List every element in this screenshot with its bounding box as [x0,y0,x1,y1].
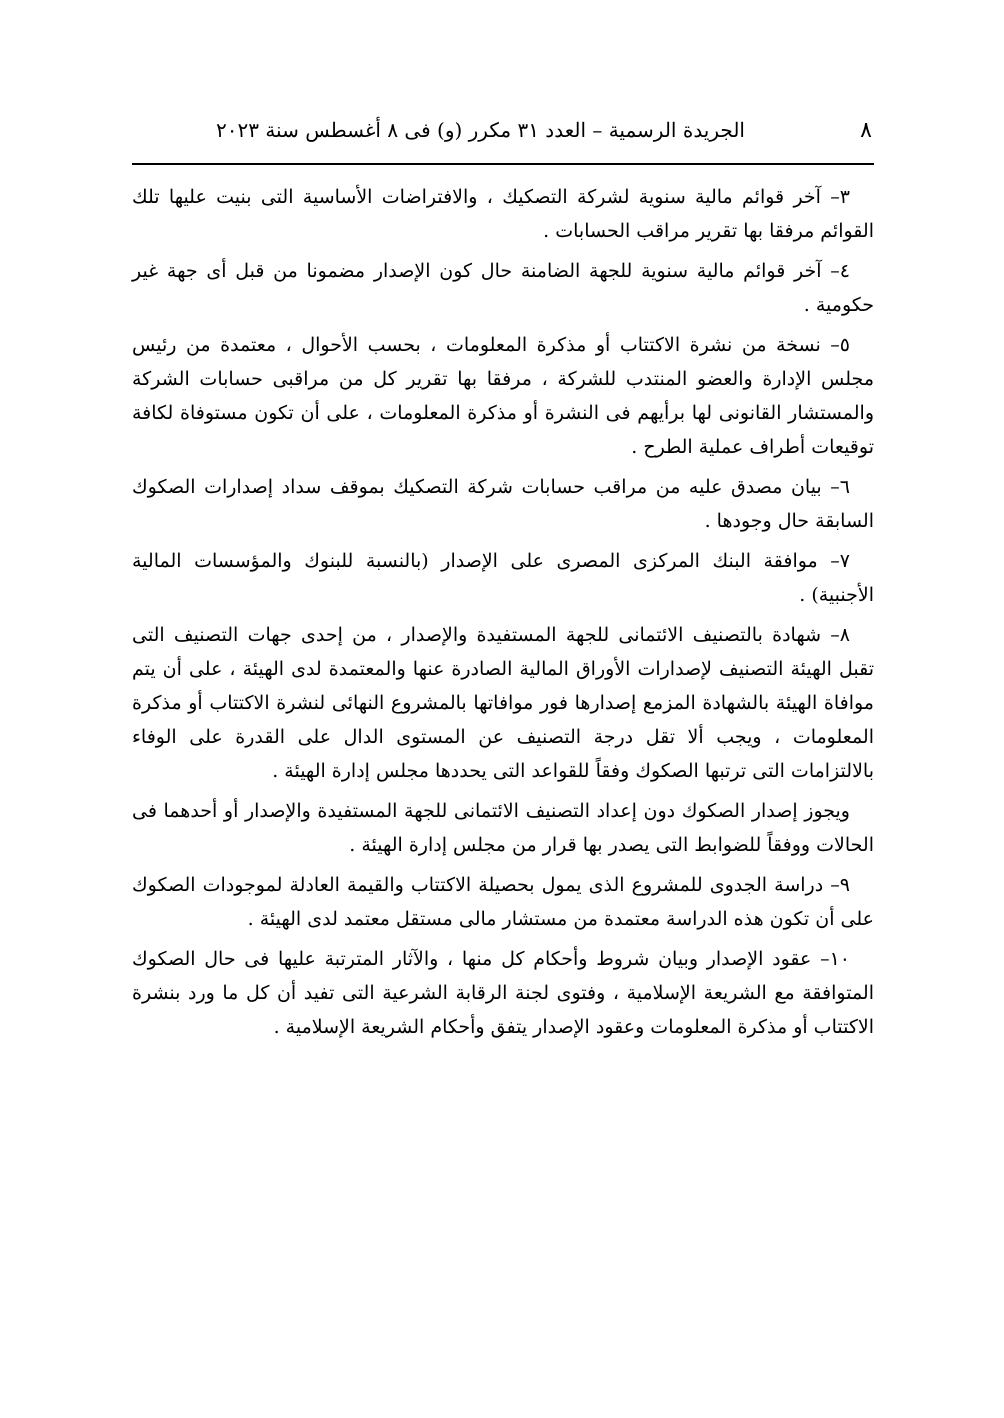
paragraph-item-5: ٥– نسخة من نشرة الاكتتاب أو مذكرة المعلومات ، بحسب الأحوال ، معتمدة من رئيس مجلس الإدارة والعضو المنتدب للشركة ، مرفقا بها تقرير كل من مراقبى حسابات الشركة والمستشار القانونى لها برأيهم فى النشرة أو مذكرة المعلومات ، على أن تكون مستوفاة لكافة توقيعات أطراف عملية الطرح . [132,334,874,458]
header-divider [132,163,874,165]
page-number: ٨ [860,118,872,143]
paragraph-item-7: ٧– موافقة البنك المركزى المصرى على الإصدار (بالنسبة للبنوك والمؤسسات المالية الأجنبية) . [132,550,874,606]
paragraph-item-4: ٤– آخر قوائم مالية سنوية للجهة الضامنة حال كون الإصدار مضمونا من قبل أى جهة غير حكومية . [132,260,874,316]
gazette-header-title: الجريدة الرسمية – العدد ٣١ مكرر (و) فى ٨ أغسطس سنة ٢٠٢٣ [216,118,745,142]
paragraph-item-6: ٦– بيان مصدق عليه من مراقب حسابات شركة التصكيك بموقف سداد إصدارات الصكوك السابقة حال وجودها . [132,476,874,532]
paragraph-item-8: ٨– شهادة بالتصنيف الائتمانى للجهة المستفيدة والإصدار ، من إحدى جهات التصنيف التى تقبل الهيئة التصنيف لإصدارات الأوراق المالية الصادرة عنها والمعتمدة لدى الهيئة ، على أن يتم موافاة الهيئة بالشهادة المزمع إصدارها فور موافاتها بالمشروع النهائى لنشرة الاكتتاب أو مذكرة المعلومات ، ويجب ألا تقل درجة التصنيف عن المستوى الدال على القدرة على الوفاء بالالتزامات التى ترتبها الصكوك وفقاً للقواعد التى يحددها مجلس إدارة الهيئة . [132,624,874,782]
paragraph-item-8-note: ويجوز إصدار الصكوك دون إعداد التصنيف الائتمانى للجهة المستفيدة والإصدار أو أحدهما فى الحالات ووفقاً للضوابط التى يصدر بها قرار من مجلس إدارة الهيئة . [132,800,874,856]
page-header [132,118,874,150]
paragraph-item-3: ٣– آخر قوائم مالية سنوية لشركة التصكيك ، والافتراضات الأساسية التى بنيت عليها تلك القوائم مرفقا بها تقرير مراقب الحسابات . [132,186,874,242]
paragraph-item-10: ١٠– عقود الإصدار وبيان شروط وأحكام كل منها ، والآثار المترتبة عليها فى حال الصكوك المتوافقة مع الشريعة الإسلامية ، وفتوى لجنة الرقابة الشرعية التى تفيد أن كل ما ورد بنشرة الاكتتاب أو مذكرة المعلومات وعقود الإصدار يتفق وأحكام الشريعة الإسلامية . [132,948,874,1038]
paragraph-item-9: ٩– دراسة الجدوى للمشروع الذى يمول بحصيلة الاكتتاب والقيمة العادلة لموجودات الصكوك على أن تكون هذه الدراسة معتمدة من مستشار مالى مستقل معتمد لدى الهيئة . [132,874,874,930]
document-body [132,180,874,1050]
